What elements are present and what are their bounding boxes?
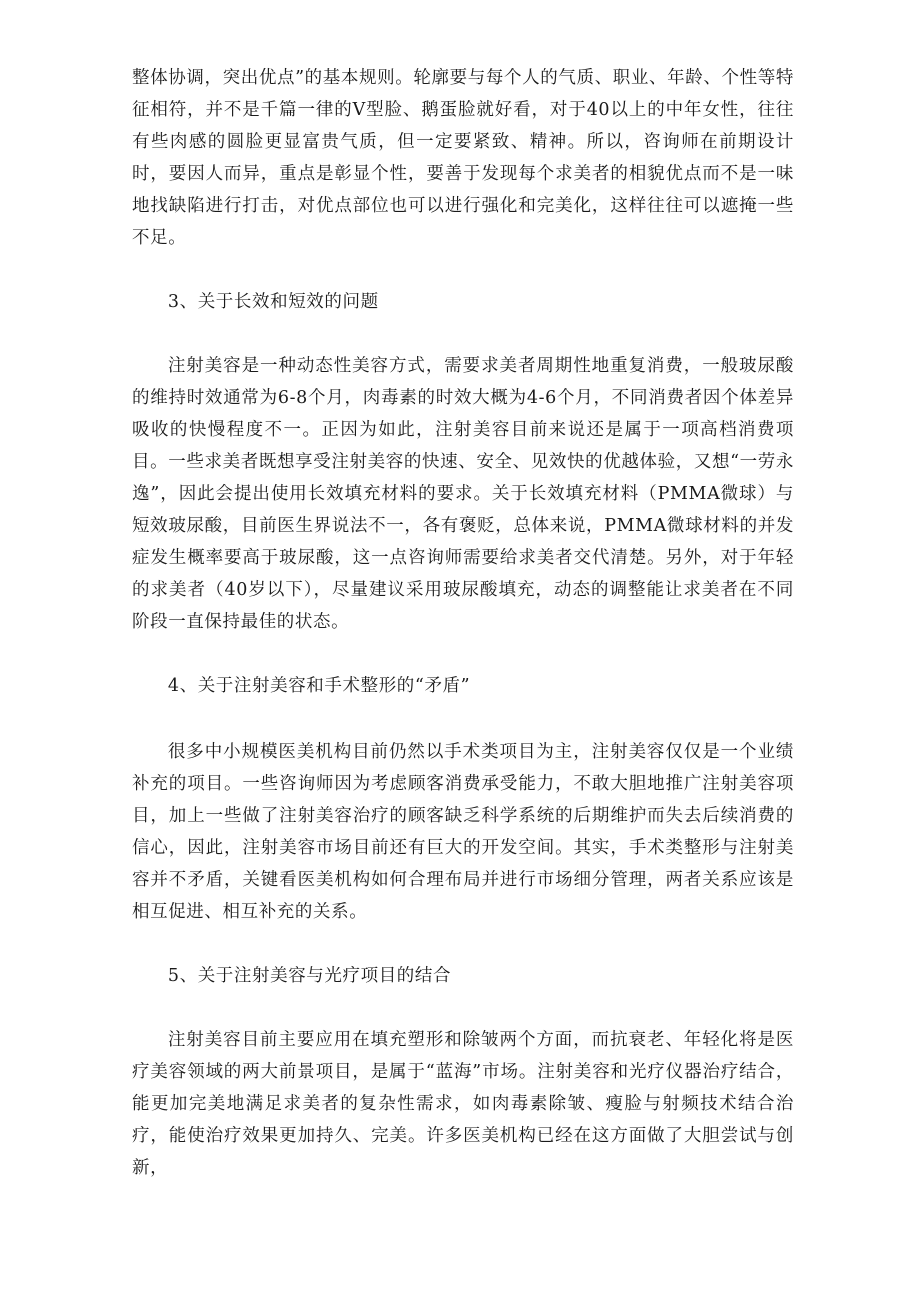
body-paragraph: 整体协调，突出优点”的基本规则。轮廓要与每个人的气质、职业、年龄、个性等特征相符，并不是千篇一律的V型脸、鹅蛋脸就好看，对于40以上的中年女性，往往有些肉感的圆脸更显富贵气质，但一定要紧致、精神。所以，咨询师在前期设计时，要因人而异，重点是彰显个性，要善于发现每个求美者的相貌优点而不是一味地找缺陷进行打击，对优点部位也可以进行强化和完美化，这样往往可以遮掩一些不足。 <box>132 68 794 248</box>
section-heading: 4、关于注射美容和手术整形的“矛盾” <box>167 676 471 696</box>
section-heading: 5、关于注射美容与光疗项目的结合 <box>167 966 452 986</box>
body-paragraph: 注射美容是一种动态性美容方式，需要求美者周期性地重复消费，一般玻尿酸的维持时效通常为6-8个月，肉毒素的时效大概为4-6个月，不同消费者因个体差异吸收的快慢程度不一。正因为如此，注射美容目前来说还是属于一项高档消费项目。一些求美者既想享受注射美容的快速、安全、见效快的优越体验，又想“一劳永逸”，因此会提出使用长效填充材料的要求。关于长效填充材料（PMMA微球）与短效玻尿酸，目前医生界说法不一，各有褒贬，总体来说，PMMA微球材料的并发症发生概率要高于玻尿酸，这一点咨询师需要给求美者交代清楚。另外，对于年轻的求美者（40岁以下），尽量建议采用玻尿酸填充，动态的调整能让求美者在不同阶段一直保持最佳的状态。 <box>132 356 794 632</box>
body-paragraph: 注射美容目前主要应用在填充塑形和除皱两个方面，而抗衰老、年轻化将是医疗美容领域的两大前景项目，是属于“蓝海”市场。注射美容和光疗仪器治疗结合，能更加完美地满足求美者的复杂性需求，如肉毒素除皱、瘦脸与射频技术结合治疗，能使治疗效果更加持久、完美。许多医美机构已经在这方面做了大胆尝试与创新， <box>132 1030 794 1178</box>
document-page <box>132 62 794 1216</box>
body-paragraph: 很多中小规模医美机构目前仍然以手术类项目为主，注射美容仅仅是一个业绩补充的项目。一些咨询师因为考虑顾客消费承受能力，不敢大胆地推广注射美容项目，加上一些做了注射美容治疗的顾客缺乏科学系统的后期维护而失去后续消费的信心，因此，注射美容市场目前还有巨大的开发空间。其实，手术类整形与注射美容并不矛盾，关键看医美机构如何合理布局并进行市场细分管理，两者关系应该是相互促进、相互补充的关系。 <box>132 742 794 922</box>
section-heading: 3、关于长效和短效的问题 <box>167 292 379 312</box>
